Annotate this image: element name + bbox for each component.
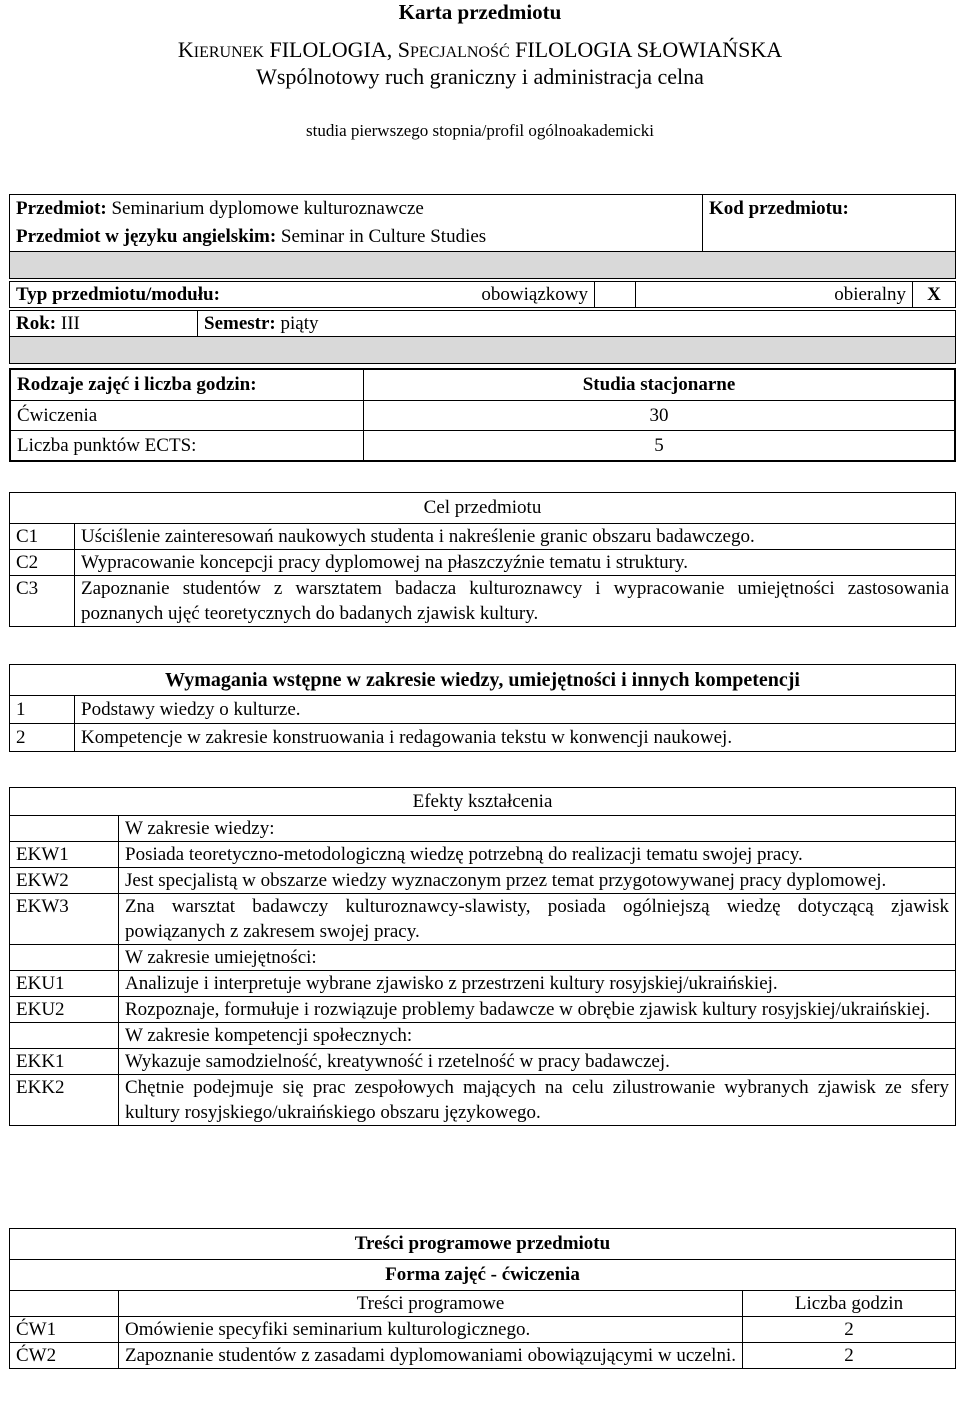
effect-code: EKK1: [10, 1049, 119, 1075]
goal-code: C2: [10, 550, 75, 576]
content-col-head: Treści programowe: [119, 1291, 743, 1317]
mandatory-box: [595, 282, 636, 308]
type-label: Typ przedmiotu/modułu:: [16, 284, 220, 305]
effect-code: EKW3: [10, 894, 119, 945]
optional-label: obieralny: [834, 284, 906, 305]
year-value: III: [60, 313, 80, 334]
effects-table: [9, 787, 956, 1126]
exercise-hours: 30: [364, 401, 956, 431]
requirements-table: [9, 664, 956, 752]
code-cell: [703, 195, 956, 252]
knowledge-heading: W zakresie wiedzy:: [119, 816, 956, 842]
content-code-blank: [10, 1291, 119, 1317]
type-table: [9, 281, 956, 308]
goal-text: Uściślenie zainteresowań naukowych studenta i nakreślenie granic obszaru badawczego.: [75, 524, 956, 550]
goal-code: C3: [10, 576, 75, 627]
content-code: ĆW1: [10, 1317, 119, 1343]
effects-heading: Efekty kształcenia: [10, 788, 956, 816]
subject-table: [9, 194, 956, 279]
effect-code: EKU2: [10, 997, 119, 1023]
effects-code-blank: [10, 816, 119, 842]
ects-label: Liczba punktów ECTS:: [10, 431, 364, 462]
effect-text: Chętnie podejmuje się prac zespołowych mających na celu zilustrowanie wybranych zjawisk ze sfery kultury rosyjskiego/ukraińskiego obszaru językowego.: [119, 1075, 956, 1126]
exercise-label: Ćwiczenia: [10, 401, 364, 431]
optional-cell: [636, 282, 913, 308]
mandatory-label: obowiązkowy: [481, 284, 588, 305]
subject-en-value: Seminar in Culture Studies: [280, 226, 487, 247]
social-heading: W zakresie kompetencji społecznych:: [119, 1023, 956, 1049]
subject-cell: [10, 195, 703, 252]
year-cell: [10, 311, 198, 337]
goals-table: [9, 492, 956, 627]
content-hours: 2: [743, 1317, 956, 1343]
code-label: Kod przedmiotu:: [709, 198, 849, 219]
content-form: Forma zajęć - ćwiczenia: [10, 1260, 956, 1291]
spec-rest: PECJALNOŚĆ: [410, 44, 510, 61]
semester-cell: [198, 311, 956, 337]
requirement-code: 2: [10, 724, 75, 752]
semester-label: Semestr:: [204, 313, 276, 334]
kierunek-rest: IERUNEK: [193, 44, 264, 61]
content-text: Zapoznanie studentów z zasadami dyplomowaniami obowiązującymi w uczelni.: [119, 1343, 743, 1369]
spec-lead: S: [397, 37, 411, 62]
ects-value: 5: [364, 431, 956, 462]
effect-text: Zna warsztat badawczy kulturoznawcy-slawisty, posiada ogólniejszą wiedzę dotyczącą zjawisk powiązanych z zakresem swojej pracy.: [119, 894, 956, 945]
program-line: [0, 37, 960, 66]
content-code: ĆW2: [10, 1343, 119, 1369]
content-table: [9, 1228, 956, 1369]
requirement-text: Podstawy wiedzy o kulturze.: [75, 696, 956, 724]
goal-code: C1: [10, 524, 75, 550]
hours-col-head: Liczba godzin: [743, 1291, 956, 1317]
spec-value: FILOLOGIA SŁOWIAŃSKA: [515, 37, 783, 62]
mandatory-cell: [422, 282, 595, 308]
effect-text: Posiada teoretyczno-metodologiczną wiedzę potrzebną do realizacji tematu swojej pracy.: [119, 842, 956, 868]
content-heading: Treści programowe przedmiotu: [10, 1229, 956, 1260]
effects-code-blank: [10, 945, 119, 971]
kierunek-value: FILOLOGIA,: [269, 37, 393, 62]
effect-text: Wykazuje samodzielność, kreatywność i rzetelność w pracy badawczej.: [119, 1049, 956, 1075]
type-label-cell: [10, 282, 423, 308]
hours-label-cell: [10, 369, 364, 401]
hours-label: Rodzaje zajęć i liczba godzin:: [17, 374, 257, 395]
semester-value: piąty: [280, 313, 319, 334]
goal-text: Wypracowanie koncepcji pracy dyplomowej na płaszczyźnie tematu i struktury.: [75, 550, 956, 576]
effect-text: Rozpoznaje, formułuje i rozwiązuje problemy badawcze w obrębie zjawisk kultury rosyjskiej/ukraińskiej.: [119, 997, 956, 1023]
effect-text: Jest specjalistą w obszarze wiedzy wyznaczonym przez temat przygotowywanej pracy dyplomowej.: [119, 868, 956, 894]
content-text: Omówienie specyfiki seminarium kulturologicznego.: [119, 1317, 743, 1343]
requirement-text: Kompetencje w zakresie konstruowania i redagowania tekstu w konwencji naukowej.: [75, 724, 956, 752]
requirements-heading: Wymagania wstępne w zakresie wiedzy, umiejętności i innych kompetencji: [10, 665, 956, 696]
year-label: Rok:: [16, 313, 57, 334]
year-table: [9, 310, 956, 364]
hours-table: [9, 368, 956, 462]
effects-code-blank: [10, 1023, 119, 1049]
effect-code: EKK2: [10, 1075, 119, 1126]
subject-en-label: Przedmiot w języku angielskim:: [16, 226, 277, 247]
hours-column-head: Studia stacjonarne: [364, 369, 956, 401]
study-level: studia pierwszego stopnia/profil ogólnoakademicki: [306, 121, 654, 140]
gray-separator-1: [10, 252, 956, 279]
optional-mark: X: [913, 282, 956, 308]
document-title: Karta przedmiotu: [398, 0, 562, 24]
effect-code: EKW1: [10, 842, 119, 868]
requirement-code: 1: [10, 696, 75, 724]
subtitle: Wspólnotowy ruch graniczny i administracja celna: [256, 64, 704, 89]
effect-code: EKU1: [10, 971, 119, 997]
kierunek-lead: K: [177, 37, 194, 62]
skills-heading: W zakresie umiejętności:: [119, 945, 956, 971]
goal-text: Zapoznanie studentów z warsztatem badacza kulturoznawcy i wypracowanie umiejętności zastosowania poznanych ujęć teoretycznych do badanych zjawisk kultury.: [75, 576, 956, 627]
gray-separator-2: [10, 337, 956, 364]
subject-value: Seminarium dyplomowe kulturoznawcze: [111, 198, 424, 219]
effect-text: Analizuje i interpretuje wybrane zjawisko z przestrzeni kultury rosyjskiej/ukraińskiej.: [119, 971, 956, 997]
effect-code: EKW2: [10, 868, 119, 894]
subject-label: Przedmiot:: [16, 198, 107, 219]
goals-heading: Cel przedmiotu: [10, 493, 956, 524]
content-hours: 2: [743, 1343, 956, 1369]
